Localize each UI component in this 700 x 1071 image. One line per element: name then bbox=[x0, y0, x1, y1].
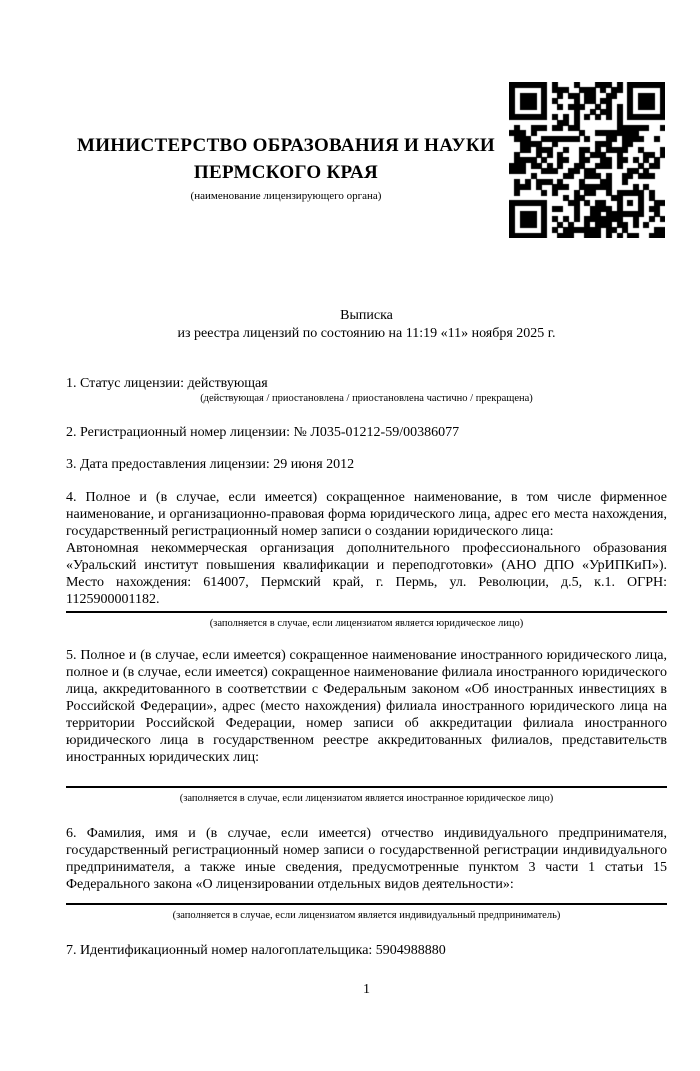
document-title bbox=[66, 307, 667, 343]
page-number: 1 bbox=[363, 982, 370, 997]
foreign-entity-note: (заполняется в случае, если лицензиатом является иностранное юридическое лицо) bbox=[179, 793, 554, 804]
foreign-entity-field-rule bbox=[66, 786, 667, 788]
entrepreneur-prompt: 6. Фамилия, имя и (в случае, если имеется) отчество индивидуального предпринимателя, государственный регистрационный номер записи о государственной регистрации индивидуального предпринимателя, а также иные сведения, предусмотренные пунктом 3 части 1 статьи 15 Федерального закона «О лицензировании отдельных видов деятельности»: bbox=[66, 826, 667, 892]
licensing-authority-caption: (наименование лицензирующего органа) bbox=[190, 190, 382, 202]
document-title-line1: Выписка bbox=[340, 308, 393, 323]
entrepreneur-field-rule bbox=[66, 903, 667, 905]
ministry-name-line1: МИНИСТЕРСТВО ОБРАЗОВАНИЯ И НАУКИ bbox=[76, 135, 496, 156]
document-page bbox=[0, 82, 700, 1071]
license-registration-number: 2. Регистрационный номер лицензии: № Л035-01212-59/00386077 bbox=[66, 425, 460, 440]
license-status: 1. Статус лицензии: действующая bbox=[66, 376, 268, 391]
licensing-authority-block bbox=[66, 82, 506, 203]
foreign-entity-value bbox=[66, 766, 667, 777]
legal-entity-note: (заполняется в случае, если лицензиатом является юридическое лицо) bbox=[209, 618, 524, 629]
entrepreneur-note: (заполняется в случае, если лицензиатом является индивидуальный предприниматель) bbox=[172, 910, 561, 921]
document-header bbox=[66, 82, 667, 238]
legal-entity-value: Автономная некоммерческая организация дополнительного профессионального образования «Уральский институт повышения квалификации и переподготовки» (АНО ДПО «УрИПКиП»). Место нахождения: 614007, Пермский край, г. Пермь, ул. Революции, д.5, к.1. ОГРН: 1125900001182. bbox=[66, 541, 667, 607]
license-status-options-note: (действующая / приостановлена / приостановлена частично / прекращена) bbox=[200, 393, 533, 404]
taxpayer-id: 7. Идентификационный номер налогоплательщика: 5904988880 bbox=[66, 943, 446, 958]
ministry-name-line2: ПЕРМСКОГО КРАЯ bbox=[193, 162, 379, 183]
license-grant-date: 3. Дата предоставления лицензии: 29 июня 2012 bbox=[66, 457, 355, 472]
document-title-line2: из реестра лицензий по состоянию на 11:19 «11» ноября 2025 г. bbox=[177, 326, 556, 341]
qr-code-canvas bbox=[509, 82, 665, 238]
legal-entity-field-rule bbox=[66, 611, 667, 613]
legal-entity-prompt: 4. Полное и (в случае, если имеется) сокращенное наименование, в том числе фирменное наименование, и организационно-правовая форма юридического лица, адрес его места нахождения, государственный регистрационный номер записи о создании юридического лица: bbox=[66, 490, 667, 539]
foreign-entity-prompt: 5. Полное и (в случае, если имеется) сокращенное наименование иностранного юридического лица, полное и (в случае, если имеется) сокращенное наименование филиала иностранного юридического лица, аккредитованного в соответствии с Федеральным законом «Об иностранных инвестициях в Российской Федерации», адрес (место нахождения) филиала иностранного юридического лица на территории Российской Федерации, номер записи об аккредитации филиала иностранного юридического лица в государственном реестре аккредитованных филиалов, представительств иностранных юридических лиц: bbox=[66, 648, 667, 765]
qr-code bbox=[509, 82, 667, 238]
